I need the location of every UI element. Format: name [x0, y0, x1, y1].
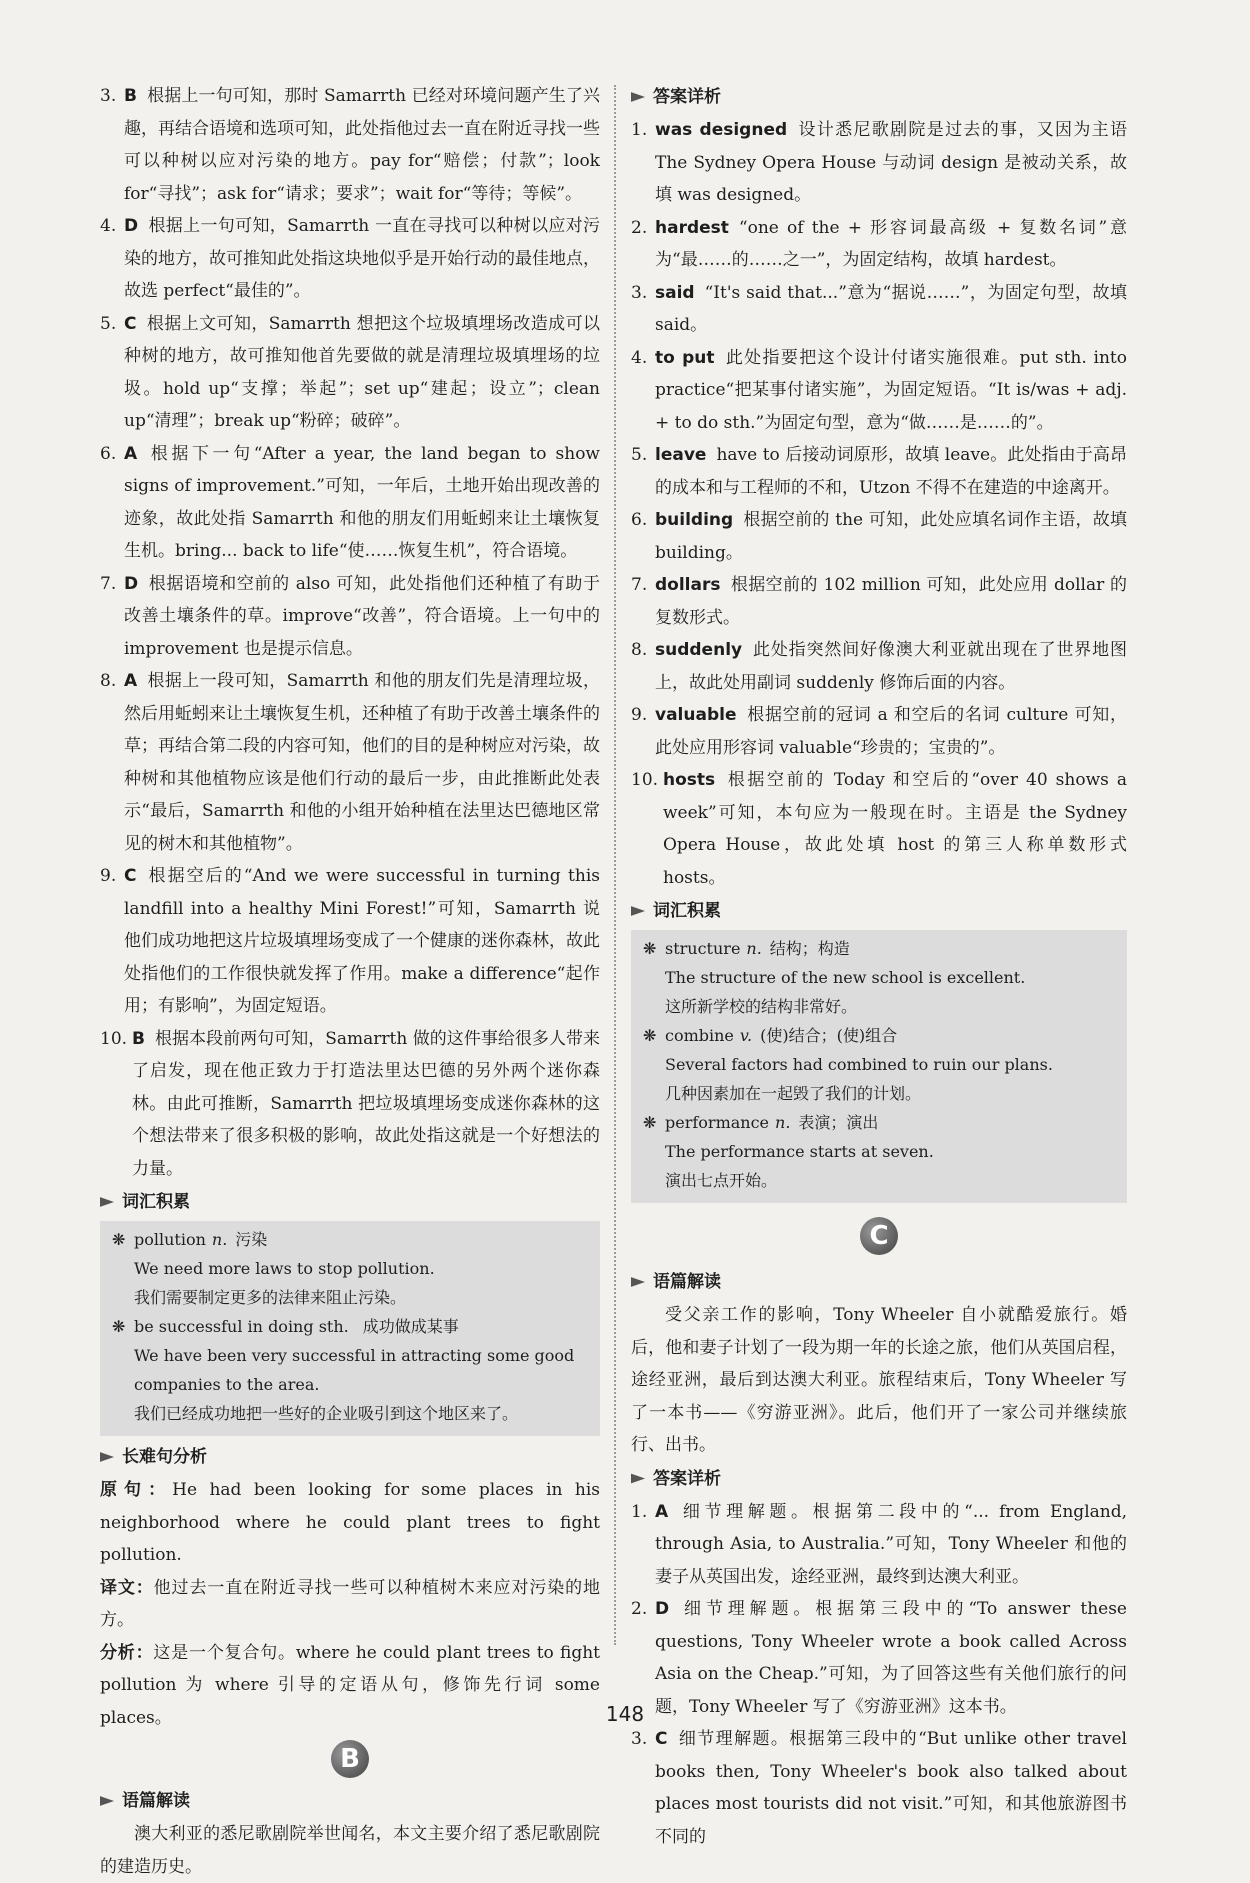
answer-key: D — [124, 216, 139, 236]
vocab-word: performance — [665, 1113, 770, 1132]
right-column — [631, 80, 1127, 1853]
trans-sentence: 译文：他过去一直在附近寻找一些可以种植树木来应对污染的地方。 — [100, 1577, 601, 1630]
answer-item — [100, 308, 600, 438]
item-number: 2. — [631, 217, 648, 238]
vocab-pos: n. — [211, 1230, 228, 1249]
explanation-text: 根据空前的 Today 和空后的“over 40 shows a week”可知，本句应为一般现在时。主语是 the Sydney Opera House，故此处填 host 的第三人称单数形式 hosts。 — [663, 770, 1127, 888]
item-body — [655, 634, 1127, 699]
item-body — [124, 210, 600, 308]
explanation-text: 根据上一段可知，Samarrth 和他的朋友们先是清理垃圾，然后用蚯蚓来让土壤恢复生机，还种植了有助于改善土壤条件的草；再结合第二段的内容可知，他们的目的是种树应对污染，故种树和其他植物应该是他们行动的最后一步，由此推断此处表示“最后，Samarrth 和他的小组开始种植在法里达巴德地区常见的树木和其他植物”。 — [124, 671, 600, 854]
answer-key: leave — [655, 445, 707, 465]
item-number: 4. — [100, 216, 117, 236]
item-body — [655, 699, 1127, 764]
vocab-translation: 这所新学校的结构非常好。 — [665, 997, 858, 1016]
answer-item — [631, 569, 1127, 634]
vocab-word: combine — [665, 1026, 734, 1045]
answer-key: B — [132, 1028, 145, 1049]
explanation-text: “one of the + 形容词最高级 + 复数名词”意为“最……的……之一”，为固定结构，故填 hardest。 — [655, 217, 1127, 270]
answer-key: was designed — [655, 120, 788, 140]
explanation-text: 根据下一句“After a year, the land began to show signs of improvement.”可知，一年后，土地开始出现改善的迹象，故此处指 Samarrth 和他的朋友们用蚯蚓来让土壤恢复生机。bring... back to life“使……恢复生机”，符合语境。 — [124, 443, 600, 561]
section-c-badge: C — [860, 1217, 898, 1255]
item-number: 2. — [631, 1599, 648, 1619]
vocab-example: The performance starts at seven. — [665, 1142, 934, 1161]
answer-key: D — [655, 1599, 670, 1619]
explanation-text: 根据空前的 102 million 可知，此处应用 dollar 的复数形式。 — [655, 575, 1127, 628]
explanation-text: 细节理解题。根据第二段中的“... from England, through Asia, to Australia.”可知，Tony Wheeler 和他的妻子从英国出发，途经亚洲，最终到达澳大利亚。 — [655, 1501, 1127, 1587]
item-number: 7. — [631, 575, 648, 595]
answer-key: A — [124, 671, 138, 691]
triangle-bullet-icon — [631, 1275, 645, 1289]
item-number: 3. — [631, 282, 648, 303]
vocab-translation: 演出七点开始。 — [665, 1171, 778, 1190]
item-number: 8. — [100, 671, 117, 691]
explanation-text: 根据本段前两句可知，Samarrth 做的这件事给很多人带来了启发，现在他正致力于打造法里达巴德的另外两个迷你森林。由此可推断，Samarrth 把垃圾填埋场变成迷你森林的这个想法带来了很多积极的影响，故此处指这就是一个好想法的力量。 — [132, 1028, 600, 1179]
asterisk-icon: ❋ — [643, 1113, 657, 1132]
answer-item — [631, 114, 1127, 212]
vocab-entry — [112, 1225, 588, 1254]
vocab-meaning: 表演；演出 — [798, 1113, 879, 1132]
item-number: 10. — [100, 1028, 128, 1049]
answer-key: building — [655, 510, 734, 530]
left-vocab-heading: 词汇积累 — [100, 1185, 600, 1219]
c-intro-heading: 语篇解读 — [631, 1265, 1127, 1299]
triangle-bullet-icon — [100, 1794, 114, 1808]
item-number: 10. — [631, 770, 659, 790]
answer-item — [631, 1496, 1127, 1594]
explanation-text: 设计悉尼歌剧院是过去的事，又因为主语 The Sydney Opera House 与动词 design 是被动关系，故填 was designed。 — [655, 120, 1127, 205]
vocab-translation: 我们需要制定更多的法律来阻止污染。 — [134, 1288, 407, 1307]
answer-key: C — [124, 313, 137, 334]
item-number: 3. — [631, 1729, 648, 1749]
item-body — [655, 439, 1127, 504]
vocab-meaning: (使)结合；(使)组合 — [760, 1026, 898, 1045]
sentence-analysis-heading: 长难句分析 — [100, 1440, 600, 1474]
answer-key: C — [655, 1729, 668, 1749]
answer-item — [631, 342, 1127, 440]
vocab-example: Several factors had combined to ruin our plans. — [665, 1055, 1053, 1074]
answer-key: hardest — [655, 217, 729, 238]
vocab-pos: n. — [775, 1113, 791, 1132]
answer-key: to put — [655, 347, 715, 368]
right-vocab-box — [631, 930, 1127, 1203]
vocab-translation: 我们已经成功地把一些好的企业吸引到这个地区来了。 — [134, 1404, 519, 1423]
vocab-word: be successful in doing sth. — [134, 1317, 349, 1336]
answer-item — [631, 504, 1127, 569]
item-body — [124, 860, 600, 1023]
triangle-bullet-icon — [631, 90, 645, 104]
item-number: 8. — [631, 640, 648, 660]
item-number: 5. — [100, 313, 117, 334]
answer-key: A — [124, 443, 138, 464]
vocab-entry — [643, 1108, 1115, 1137]
vocab-example: The structure of the new school is excellent. — [665, 968, 1026, 987]
item-number: 9. — [100, 866, 117, 886]
item-body — [132, 1023, 600, 1186]
explanation-text: 根据空前的冠词 a 和空后的名词 culture 可知，此处应用形容词 valuable“珍贵的；宝贵的”。 — [655, 705, 1127, 758]
item-body — [655, 504, 1127, 569]
item-body — [655, 212, 1127, 277]
item-body — [124, 665, 600, 860]
c-intro-text: 受父亲工作的影响，Tony Wheeler 自小就酷爱旅行。婚后，他和妻子计划了一段为期一年的长途之旅，他们从英国启程，途经亚洲，最后到达澳大利亚。旅程结束后，Tony Wheeler 写了一本书——《穷游亚洲》。此后，他们开了一家公司并继续旅行、出书。 — [631, 1305, 1127, 1455]
vocab-meaning: 成功做成某事 — [362, 1317, 459, 1336]
triangle-bullet-icon — [631, 904, 645, 918]
analysis-sentence: 分析：这是一个复合句。where he could plant trees to fight pollution 为 where 引导的定语从句，修饰先行词 some places。 — [100, 1642, 601, 1728]
right-answer-heading: 答案详析 — [631, 80, 1127, 114]
vocab-entry — [643, 1021, 1115, 1050]
answer-item — [100, 80, 600, 210]
answer-key: C — [124, 866, 137, 886]
asterisk-icon: ❋ — [643, 1026, 657, 1045]
left-answer-list — [100, 80, 600, 1185]
b-intro-heading: 语篇解读 — [100, 1784, 600, 1818]
answer-key: hosts — [663, 770, 716, 790]
answer-item — [631, 764, 1127, 894]
explanation-text: 根据空后的“And we were successful in turning this landfill into a healthy Mini Forest!”可知，Samarrth 说他们成功地把这片垃圾填埋场变成了一个健康的迷你森林，故此处指他们的工作很快就发挥了作用。make a difference“起作用；有影响”，为固定短语。 — [124, 866, 600, 1016]
item-number: 7. — [100, 573, 117, 594]
answer-item — [100, 1023, 600, 1186]
explanation-text: “It's said that...”意为“据说……”，为固定句型，故填 said。 — [655, 282, 1127, 335]
c-answer-heading: 答案详析 — [631, 1462, 1127, 1496]
column-divider — [614, 85, 616, 1645]
vocab-entry — [643, 934, 1115, 963]
answer-item — [631, 1723, 1127, 1853]
answer-key: A — [655, 1501, 669, 1522]
asterisk-icon: ❋ — [643, 939, 657, 958]
vocab-meaning: 污染 — [235, 1230, 268, 1249]
answer-item — [100, 210, 600, 308]
item-body — [655, 114, 1127, 212]
item-number: 4. — [631, 347, 648, 368]
explanation-text: 根据上一句可知，Samarrth 一直在寻找可以种树以应对污染的地方，故可推知此处指这块地似乎是开始行动的最佳地点，故选 perfect“最佳的”。 — [124, 216, 600, 301]
explanation-text: 根据上文可知，Samarrth 想把这个垃圾填埋场改造成可以种树的地方，故可推知他首先要做的就是清理垃圾填埋场的垃圾。hold up“支撑；举起”；set up“建起；设立”；clean up“清理”；break up“粉碎；破碎”。 — [124, 313, 600, 431]
vocab-pos: v. — [739, 1026, 753, 1045]
item-number: 9. — [631, 705, 648, 725]
answer-item — [631, 634, 1127, 699]
answer-item — [100, 568, 600, 666]
explanation-text: have to 后接动词原形，故填 leave。此处指由于高昂的成本和与工程师的不和，Utzon 不得不在建造的中途离开。 — [655, 445, 1127, 498]
item-body — [655, 1496, 1127, 1594]
item-body — [655, 342, 1127, 440]
answer-key: suddenly — [655, 640, 743, 660]
left-vocab-box — [100, 1221, 600, 1436]
item-body — [655, 277, 1127, 342]
item-body — [655, 1723, 1127, 1853]
triangle-bullet-icon — [100, 1195, 114, 1209]
item-body — [124, 308, 600, 438]
vocab-word: structure — [665, 939, 741, 958]
answer-key: dollars — [655, 575, 721, 595]
section-b-badge: B — [331, 1740, 369, 1778]
vocab-entry — [112, 1312, 588, 1341]
left-column — [100, 80, 600, 1883]
vocab-example: We need more laws to stop pollution. — [134, 1259, 435, 1278]
item-number: 1. — [631, 1501, 648, 1522]
answer-item — [631, 439, 1127, 504]
item-body — [124, 438, 600, 568]
b-intro-text: 澳大利亚的悉尼歌剧院举世闻名，本文主要介绍了悉尼歌剧院的建造历史。 — [100, 1824, 600, 1877]
item-number: 5. — [631, 445, 648, 465]
explanation-text: 此处指突然间好像澳大利亚就出现在了世界地图上，故此处用副词 suddenly 修饰后面的内容。 — [655, 640, 1127, 693]
answer-item — [631, 277, 1127, 342]
page-number: 148 — [605, 1702, 645, 1726]
item-body — [124, 568, 600, 666]
item-number: 6. — [631, 510, 648, 530]
answer-item — [631, 212, 1127, 277]
answer-key: said — [655, 282, 695, 303]
explanation-text: 根据上一句可知，那时 Samarrth 已经对环境问题产生了兴趣，再结合语境和选项可知，此处指他过去一直在附近寻找一些可以种树以应对污染的地方。pay for“赔偿；付款”；look for“寻找”；ask for“请求；要求”；wait for“等待；等候”。 — [124, 86, 600, 204]
answer-item — [631, 699, 1127, 764]
explanation-text: 根据空前的 the 可知，此处应填名词作主语，故填 building。 — [655, 510, 1127, 563]
c-answer-list — [631, 1496, 1127, 1854]
section-b-badge-wrap — [100, 1740, 600, 1778]
vocab-meaning: 结构；构造 — [769, 939, 850, 958]
asterisk-icon: ❋ — [112, 1317, 126, 1336]
answer-key: valuable — [655, 705, 737, 725]
item-number: 3. — [100, 86, 117, 106]
item-number: 1. — [631, 120, 648, 140]
vocab-pos: n. — [746, 939, 762, 958]
right-answer-list — [631, 114, 1127, 894]
answer-item — [100, 438, 600, 568]
item-body — [655, 569, 1127, 634]
explanation-text: 细节理解题。根据第三段中的“But unlike other travel books then, Tony Wheeler's book also talked about places most tourists did not visit.”可知，和其他旅游图书不同的 — [655, 1729, 1127, 1847]
answer-item — [100, 860, 600, 1023]
item-body — [663, 764, 1127, 894]
vocab-word: pollution — [134, 1230, 206, 1249]
explanation-text: 此处指要把这个设计付诸实施很难。put sth. into practice“把某事付诸实施”，为固定短语。“It is/was + adj. + to do sth.”为固定句型，意为“做……是……的”。 — [655, 347, 1127, 433]
asterisk-icon: ❋ — [112, 1230, 126, 1249]
right-vocab-heading: 词汇积累 — [631, 894, 1127, 928]
answer-item — [100, 665, 600, 860]
orig-sentence: 原句：He had been looking for some places in his neighborhood where he could plant trees to fight pollution. — [100, 1480, 601, 1565]
vocab-translation: 几种因素加在一起毁了我们的计划。 — [665, 1084, 922, 1103]
triangle-bullet-icon — [631, 1472, 645, 1486]
section-c-badge-wrap — [631, 1217, 1127, 1255]
item-number: 6. — [100, 443, 117, 464]
explanation-text: 细节理解题。根据第三段中的“To answer these questions, Tony Wheeler wrote a book called Across Asia on the Cheap.”可知，为了回答这些有关他们旅行的问题，Tony Wheeler 写了《穷游亚洲》这本书。 — [655, 1599, 1127, 1717]
answer-key: B — [124, 86, 137, 106]
vocab-example: We have been very successful in attracting some good companies to the area. — [134, 1346, 575, 1394]
item-body — [124, 80, 600, 210]
answer-key: D — [124, 573, 139, 594]
explanation-text: 根据语境和空前的 also 可知，此处指他们还种植了有助于改善土壤条件的草。improve“改善”，符合语境。上一句中的 improvement 也是提示信息。 — [124, 573, 600, 659]
triangle-bullet-icon — [100, 1450, 114, 1464]
